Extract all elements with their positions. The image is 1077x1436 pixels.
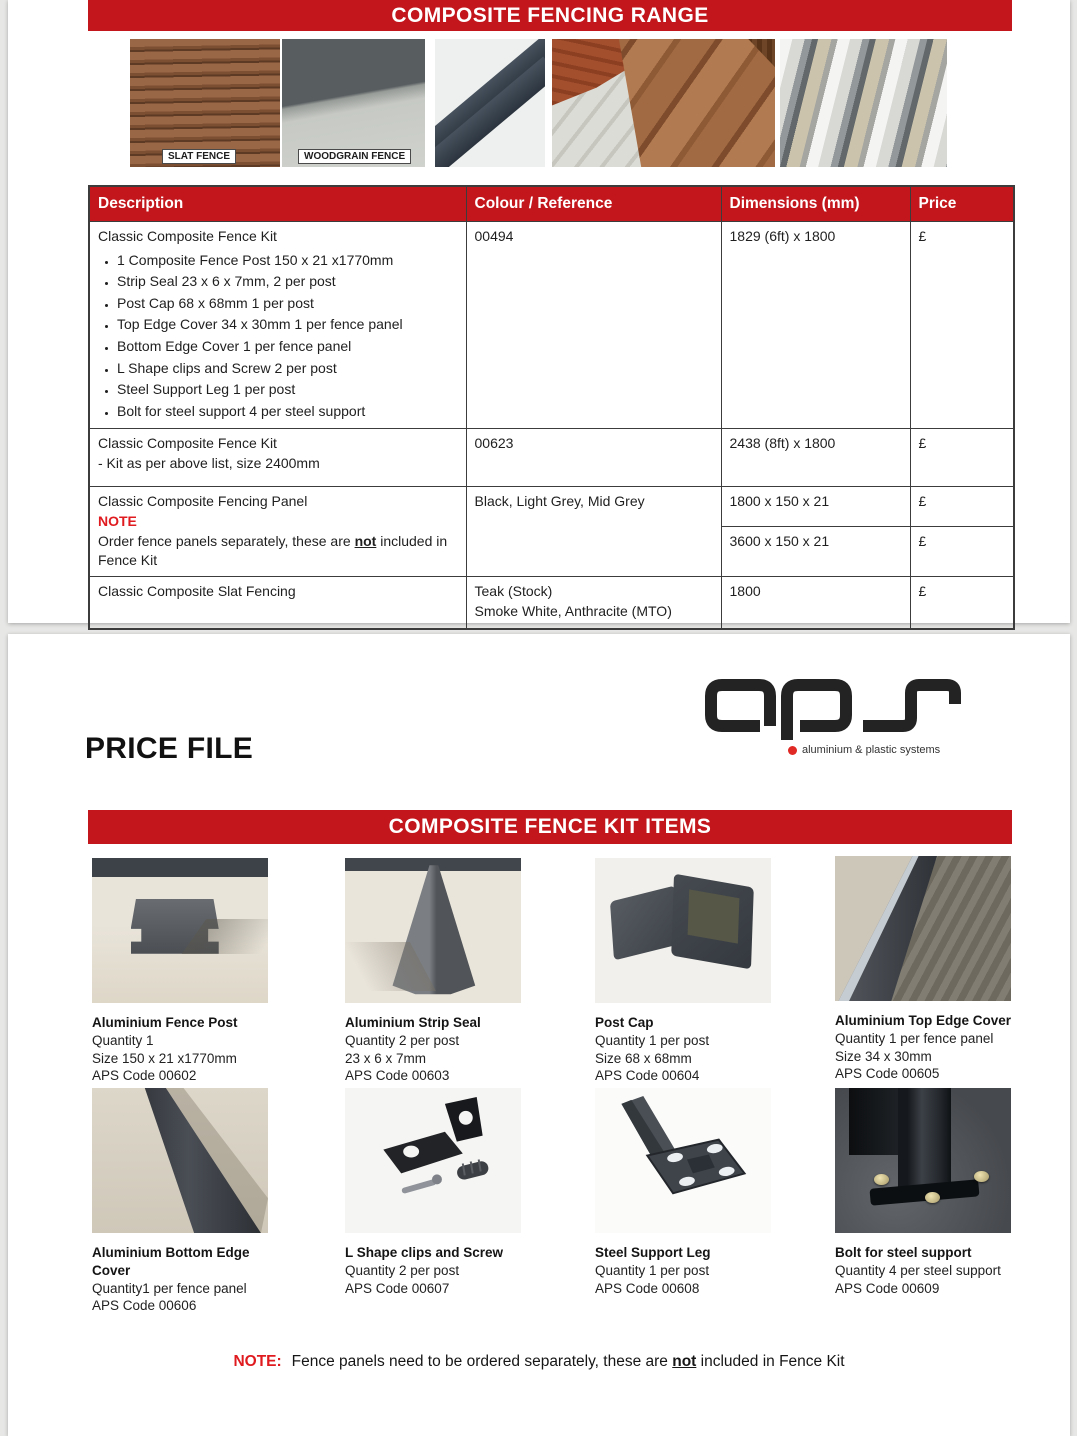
slat-fence-photo (130, 39, 280, 167)
dimensions-cell: 1829 (6ft) x 1800 (721, 222, 910, 429)
header-colour-reference: Colour / Reference (466, 186, 721, 222)
cap-lid-shape (610, 886, 679, 961)
item-line: APS Code 00602 (92, 1068, 197, 1084)
colour-line: Teak (Stock) (474, 583, 553, 600)
item-line: APS Code 00608 (595, 1280, 700, 1296)
price-cell: £ (910, 487, 1014, 527)
note-text: included in Fence Kit (696, 1353, 845, 1370)
vertical-slats-photo (780, 39, 947, 167)
item-line: Quantity 1 per post (595, 1262, 710, 1278)
note-text: Order fence panels separately, these are not included in Fence Kit (98, 532, 448, 569)
note-emphasis: not (354, 532, 377, 549)
cap-cavity-shape (688, 890, 740, 944)
woodgrain-fence-label: WOODGRAIN FENCE (298, 149, 411, 164)
item-line: Quantity 4 per steel support (835, 1262, 1001, 1278)
item-line: 23 x 6 x 7mm (345, 1050, 427, 1066)
page-1 (8, 0, 1070, 623)
kit-item-steel-support-leg (595, 1088, 780, 1297)
kit-bullet: • L Shape clips and Screw 2 per post (117, 359, 458, 379)
colour-cell: 00623 (466, 429, 721, 487)
logo-tagline (788, 744, 940, 756)
bolt-photo (835, 1088, 1011, 1233)
item-title: Aluminium Top Edge Cover (835, 1013, 1012, 1028)
colour-cell: Black, Light Grey, Mid Grey (466, 487, 721, 577)
item-line: Size 150 x 21 x1770mm (92, 1050, 237, 1066)
row-title: Classic Composite Fencing Panel (98, 493, 308, 510)
dimensions-cell: 1800 x 150 x 21 (721, 487, 910, 527)
page2-banner (88, 810, 1012, 844)
bottom-edge-cover-photo (92, 1088, 268, 1233)
profile-shape (92, 1088, 268, 1233)
bolt-head-shape (925, 1192, 940, 1203)
kit-item-bottom-edge-cover (92, 1088, 277, 1315)
fence-kit-6ft-description (89, 222, 466, 429)
aps-logo-mark (700, 668, 968, 742)
page-title: PRICE FILE (85, 732, 254, 765)
fencing-panel-description (89, 487, 466, 577)
steel-leg-graphic (595, 1088, 771, 1233)
item-line: Quantity 2 per post (345, 1262, 460, 1278)
l-clips-photo (345, 1088, 521, 1233)
table-row (89, 429, 1014, 487)
kit-item-bolt (835, 1088, 1020, 1297)
steel-leg-photo (595, 1088, 771, 1233)
table-row (89, 577, 1014, 629)
item-line: Quantity 1 per fence panel (835, 1030, 994, 1046)
item-line: APS Code 00606 (92, 1298, 197, 1314)
item-title: Aluminium Strip Seal (345, 1015, 481, 1030)
colour-cell (466, 577, 721, 629)
kit-bullet: • Bottom Edge Cover 1 per fence panel (117, 337, 458, 357)
page1-banner-title: COMPOSITE FENCING RANGE (391, 3, 709, 27)
woodgrain-fence-photo (282, 39, 425, 167)
bolt-head-shape (874, 1174, 889, 1185)
item-title: Aluminium Fence Post (92, 1015, 238, 1030)
price-cell: £ (910, 222, 1014, 429)
footer-note (8, 1353, 1070, 1371)
kit-item-l-shape-clips (345, 1088, 530, 1297)
row-title: Classic Composite Fence Kit (98, 435, 277, 452)
note-emphasis: not (672, 1353, 697, 1370)
aps-logo (700, 668, 968, 768)
top-edge-cover-photo (835, 856, 1011, 1001)
composite-boards-photo (435, 39, 545, 167)
bolt-head-shape (974, 1171, 989, 1182)
item-title: L Shape clips and Screw (345, 1245, 504, 1260)
logo-dot-icon (788, 746, 797, 755)
kit-item-post-cap (595, 858, 780, 1085)
price-cell: £ (910, 429, 1014, 487)
price-cell: £ (910, 527, 1014, 577)
fence-post-photo (92, 858, 268, 1003)
note-label: NOTE: (233, 1353, 282, 1370)
colour-line: Smoke White, Anthracite (MTO) (474, 602, 672, 619)
kit-bullet: • Strip Seal 23 x 6 x 7mm, 2 per post (117, 272, 458, 292)
colour-cell: 00494 (466, 222, 721, 429)
item-line: Quantity 1 per post (595, 1032, 710, 1048)
kit-bullet: • Bolt for steel support 4 per steel support (117, 402, 458, 422)
logo-tagline-text: aluminium & plastic systems (802, 744, 941, 756)
price-cell: £ (910, 577, 1014, 629)
item-line: APS Code 00604 (595, 1068, 700, 1084)
item-line: Quantity 1 (92, 1032, 154, 1048)
strip-seal-photo (345, 858, 521, 1003)
dimensions-cell: 1800 (721, 577, 910, 629)
pricing-table (88, 185, 1015, 630)
kit-item-strip-seal (345, 858, 530, 1085)
dimensions-cell: 3600 x 150 x 21 (721, 527, 910, 577)
dimensions-cell: 2438 (8ft) x 1800 (721, 429, 910, 487)
item-title: Aluminium Bottom Edge Cover (92, 1245, 250, 1278)
row-subtext: - Kit as per above list, size 2400mm (98, 454, 320, 471)
l-bracket-graphic (345, 1088, 521, 1233)
deck-boards-photo (552, 39, 775, 167)
slat-fencing-description: Classic Composite Slat Fencing (89, 577, 466, 629)
table-header-row (89, 186, 1014, 222)
fence-kit-8ft-description (89, 429, 466, 487)
kit-item-top-edge-cover (835, 856, 1020, 1083)
kit-bullet: • Steel Support Leg 1 per post (117, 380, 458, 400)
item-line: APS Code 00607 (345, 1280, 450, 1296)
item-line: Quantity 2 per post (345, 1032, 460, 1048)
kit-bullet: • Top Edge Cover 34 x 30mm 1 per fence panel (117, 315, 458, 335)
item-title: Steel Support Leg (595, 1245, 711, 1260)
page2-banner-title: COMPOSITE FENCE KIT ITEMS (388, 815, 712, 838)
slat-fence-label: SLAT FENCE (162, 149, 236, 164)
item-line: Quantity1 per fence panel (92, 1280, 247, 1296)
item-title: Bolt for steel support (835, 1245, 972, 1260)
kit-contents-list (100, 251, 458, 422)
item-line: APS Code 00609 (835, 1280, 940, 1296)
item-line: Size 68 x 68mm (595, 1050, 692, 1066)
header-description: Description (89, 186, 466, 222)
page-2 (8, 634, 1070, 1436)
item-line: APS Code 00605 (835, 1066, 940, 1082)
item-title: Post Cap (595, 1015, 654, 1030)
kit-bullet: • 1 Composite Fence Post 150 x 21 x1770mm (117, 251, 458, 271)
item-line: APS Code 00603 (345, 1068, 450, 1084)
item-line: Size 34 x 30mm (835, 1048, 932, 1064)
header-price: Price (910, 186, 1014, 222)
table-row (89, 487, 1014, 527)
page1-banner (88, 0, 1012, 31)
row-title: Classic Composite Fence Kit (98, 228, 277, 244)
kit-item-fence-post (92, 858, 277, 1085)
post-shape (898, 1088, 951, 1190)
note-label: NOTE (98, 512, 137, 529)
note-text: Fence panels need to be ordered separately, these are (291, 1353, 673, 1370)
table-row (89, 222, 1014, 429)
panel-shape (849, 1088, 902, 1155)
header-dimensions: Dimensions (mm) (721, 186, 910, 222)
post-cap-photo (595, 858, 771, 1003)
kit-bullet: • Post Cap 68 x 68mm 1 per post (117, 294, 458, 314)
